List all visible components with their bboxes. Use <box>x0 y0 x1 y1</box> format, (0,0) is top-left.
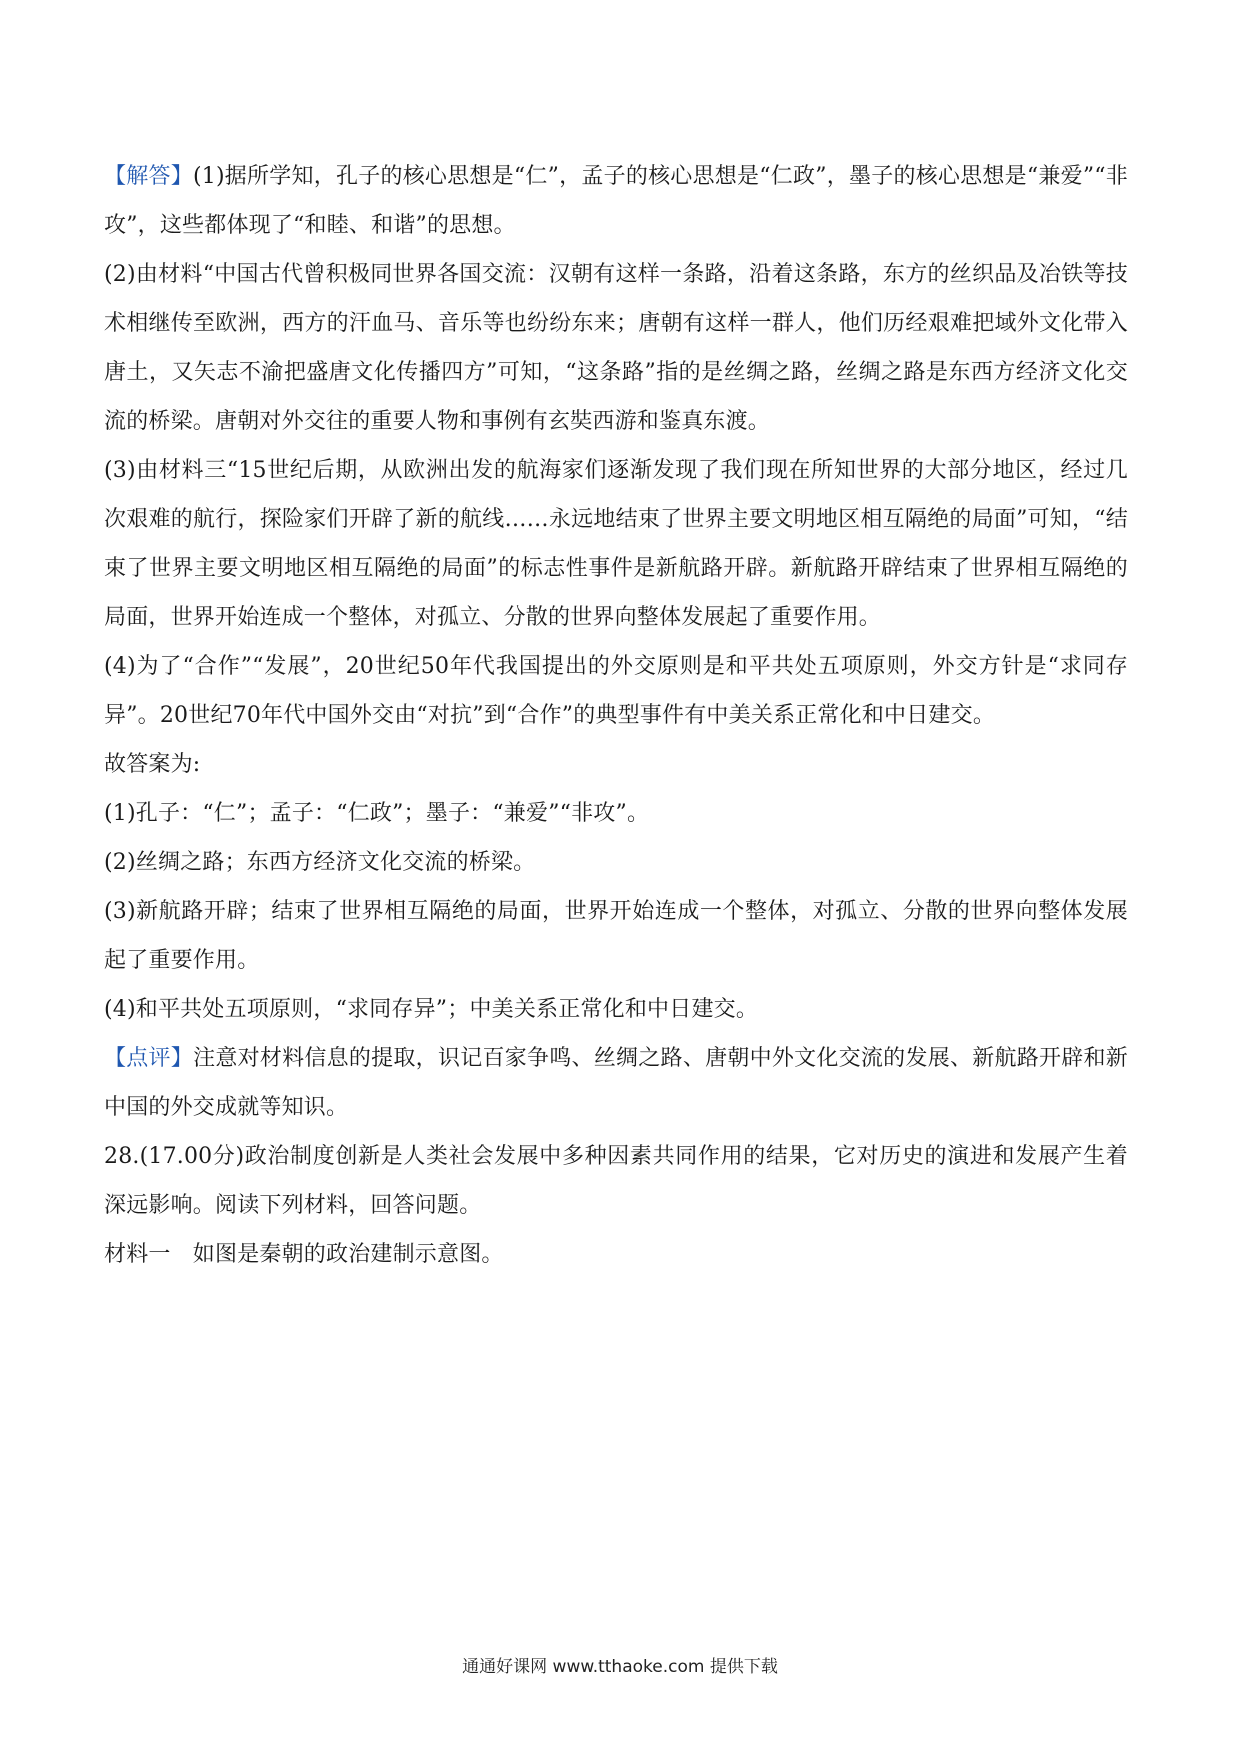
dianping-tag: 【点评】 <box>104 1046 194 1071</box>
answer-paragraph-3: (3)由材料三“15世纪后期，从欧洲出发的航海家们逐渐发现了我们现在所知世界的大部分地区，经过几次艰难的航行，探险家们开辟了新的航线……永远地结束了世界主要文明地区相互隔绝的局面”可知，“结束了世界主要文明地区相互隔绝的局面”的标志性事件是新航路开辟。新航路开辟结束了世界相互隔绝的局面，世界开始连成一个整体，对孤立、分散的世界向整体发展起了重要作用。 <box>104 458 1128 630</box>
final-answer-2: (2)丝绸之路；东西方经济文化交流的桥梁。 <box>104 850 536 875</box>
answer-paragraph-2: (2)由材料“中国古代曾积极同世界各国交流：汉朝有这样一条路，沿着这条路，东方的丝织品及冶铁等技术相继传至欧洲，西方的汗血马、音乐等也纷纷东来；唐朝有这样一群人，他们历经艰难把域外文化带入唐土，又矢志不渝把盛唐文化传播四方”可知，“这条路”指的是丝绸之路，丝绸之路是东西方经济文化交流的桥梁。唐朝对外交往的重要人物和事例有玄奘西游和鉴真东渡。 <box>104 262 1128 434</box>
answer-intro: 故答案为: <box>104 752 201 777</box>
final-answer-3: (3)新航路开辟；结束了世界相互隔绝的局面，世界开始连成一个整体，对孤立、分散的世界向整体发展起了重要作用。 <box>104 899 1128 973</box>
material-1: 材料一 如图是秦朝的政治建制示意图。 <box>104 1242 504 1267</box>
dianping-text: 注意对材料信息的提取，识记百家争鸣、丝绸之路、唐朝中外文化交流的发展、新航路开辟和新中国的外交成就等知识。 <box>104 1046 1128 1120</box>
answer-paragraph-4: (4)为了“合作”“发展”，20世纪50年代我国提出的外交原则是和平共处五项原则，外交方针是“求同存异”。20世纪70年代中国外交由“对抗”到“合作”的典型事件有中美关系正常化和中日建交。 <box>104 654 1128 728</box>
answer-paragraph-1 <box>104 152 1128 250</box>
document-body <box>104 152 1128 1279</box>
jieda-text: (1)据所学知，孔子的核心思想是“仁”，孟子的核心思想是“仁政”，墨子的核心思想是“兼爱”“非攻”，这些都体现了“和睦、和谐”的思想。 <box>104 164 1128 238</box>
jieda-tag: 【解答】 <box>104 164 193 189</box>
comment-paragraph <box>104 1034 1128 1132</box>
page-footer: 通通好课网 www.tthaoke.com 提供下载 <box>462 1657 778 1677</box>
question-28: 28.(17.00分)政治制度创新是人类社会发展中多种因素共同作用的结果，它对历史的演进和发展产生着深远影响。阅读下列材料，回答问题。 <box>104 1144 1128 1218</box>
final-answer-4: (4)和平共处五项原则，“求同存异”；中美关系正常化和中日建交。 <box>104 997 759 1022</box>
final-answer-1: (1)孔子：“仁”；孟子：“仁政”；墨子：“兼爱”“非攻”。 <box>104 801 650 826</box>
